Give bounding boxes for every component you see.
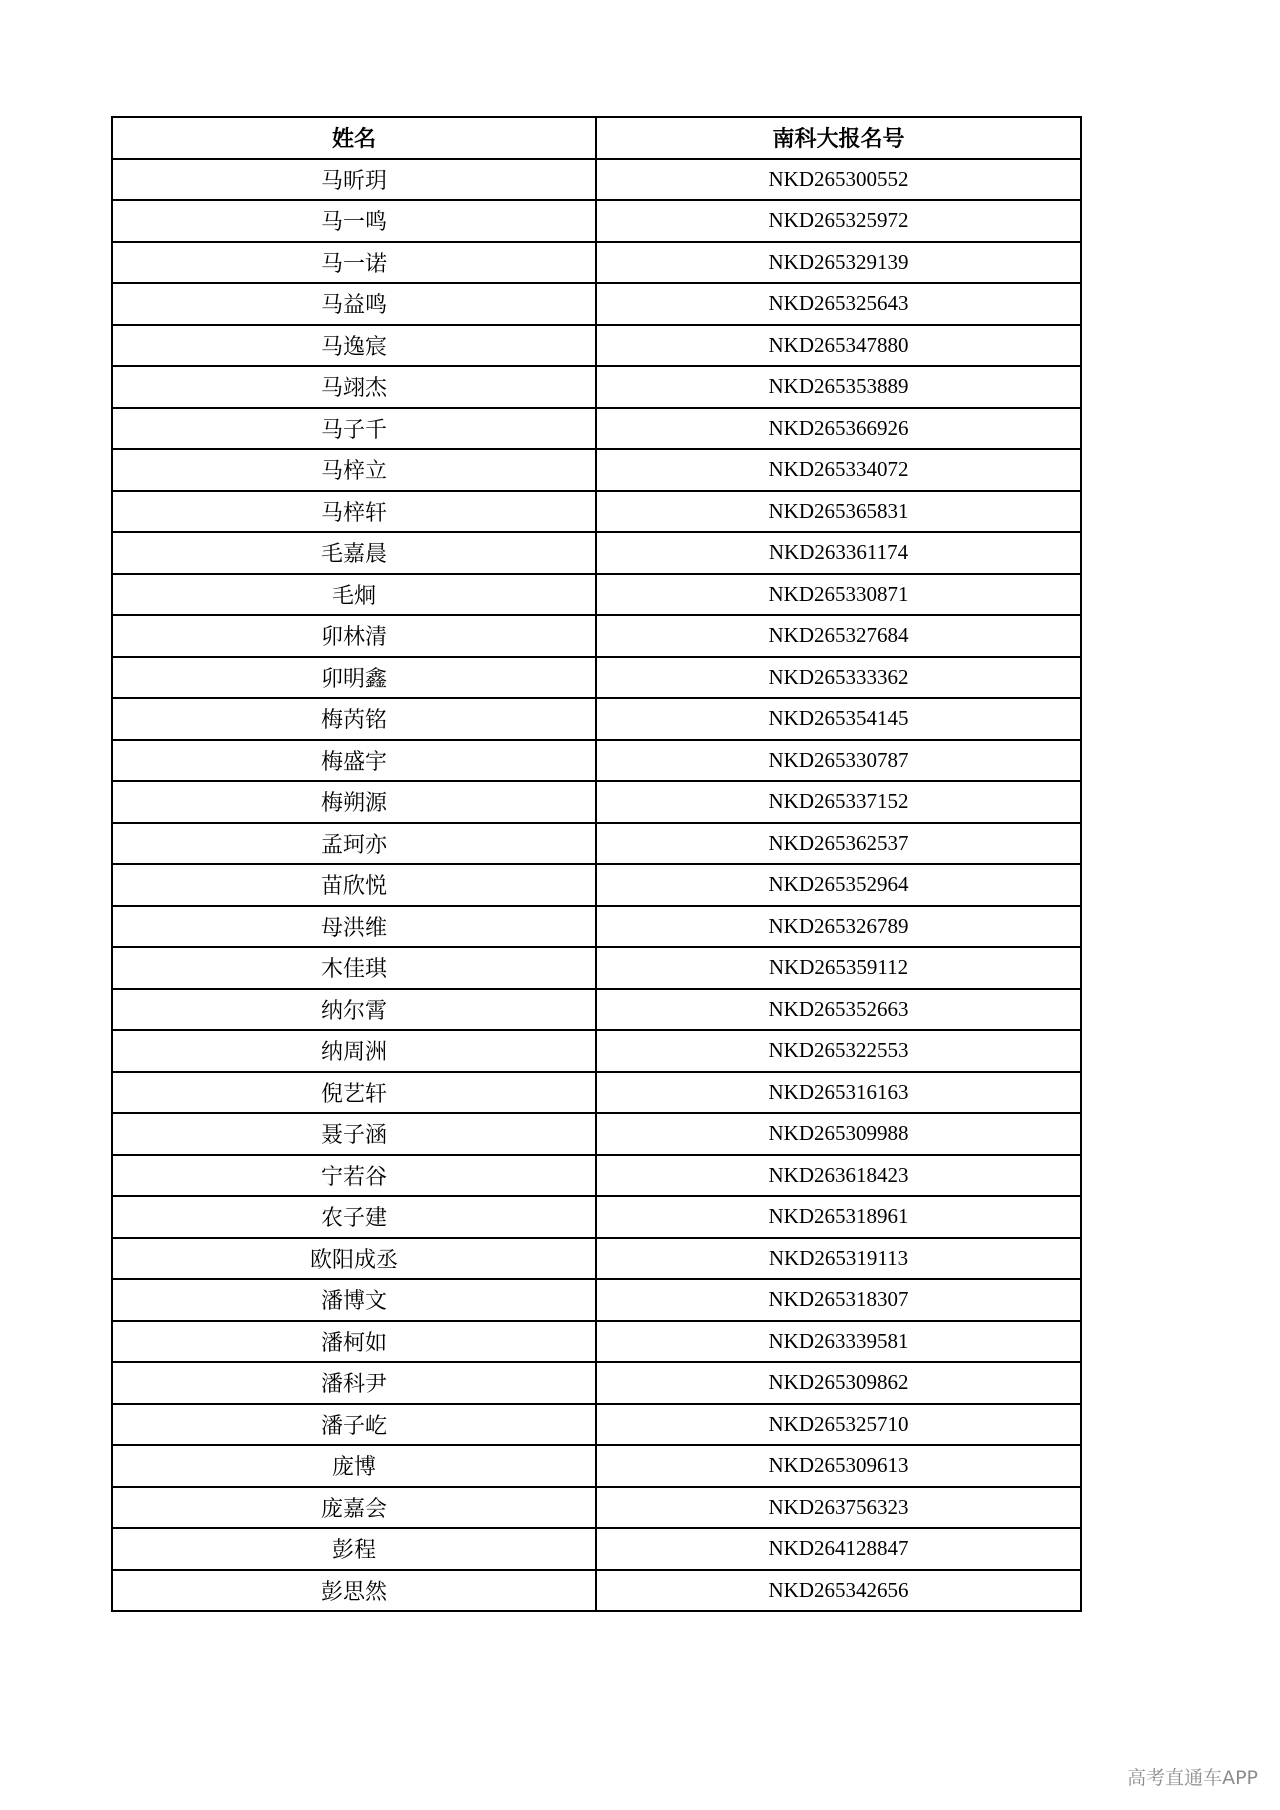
- table-row: [112, 1155, 1081, 1197]
- table-row: [112, 1362, 1081, 1404]
- registration-number-cell: NKD263361174: [596, 532, 1081, 574]
- table-row: [112, 408, 1081, 450]
- registration-number-cell: NKD263756323: [596, 1487, 1081, 1529]
- table-row: [112, 823, 1081, 865]
- header-row: [112, 117, 1081, 159]
- registration-number-cell: NKD265334072: [596, 449, 1081, 491]
- table-row: [112, 906, 1081, 948]
- registration-number-cell: NKD265330871: [596, 574, 1081, 616]
- table-row: [112, 1528, 1081, 1570]
- student-name-cell: 卯明鑫: [112, 657, 596, 699]
- registration-number-cell: NKD265322553: [596, 1030, 1081, 1072]
- table-row: [112, 947, 1081, 989]
- registration-number-cell: NKD265318307: [596, 1279, 1081, 1321]
- registration-number-cell: NKD265309988: [596, 1113, 1081, 1155]
- student-name-cell: 木佳琪: [112, 947, 596, 989]
- table-row: [112, 657, 1081, 699]
- student-name-cell: 彭思然: [112, 1570, 596, 1612]
- registration-number-cell: NKD265319113: [596, 1238, 1081, 1280]
- table-row: [112, 698, 1081, 740]
- registration-number-cell: NKD265309862: [596, 1362, 1081, 1404]
- registration-number-cell: NKD265362537: [596, 823, 1081, 865]
- student-name-cell: 马子千: [112, 408, 596, 450]
- registration-number-cell: NKD264128847: [596, 1528, 1081, 1570]
- table-header: [112, 117, 1081, 159]
- table-row: [112, 781, 1081, 823]
- student-name-cell: 纳尔霄: [112, 989, 596, 1031]
- registration-number-cell: NKD265347880: [596, 325, 1081, 367]
- registration-number-cell: NKD263618423: [596, 1155, 1081, 1197]
- student-name-cell: 彭程: [112, 1528, 596, 1570]
- student-name-cell: 梅芮铭: [112, 698, 596, 740]
- student-name-cell: 潘柯如: [112, 1321, 596, 1363]
- table-row: [112, 200, 1081, 242]
- registration-number-cell: NKD265329139: [596, 242, 1081, 284]
- student-name-cell: 马一诺: [112, 242, 596, 284]
- table-row: [112, 1487, 1081, 1529]
- registration-number-cell: NKD265318961: [596, 1196, 1081, 1238]
- table-row: [112, 325, 1081, 367]
- student-name-cell: 苗欣悦: [112, 864, 596, 906]
- student-name-cell: 欧阳成丞: [112, 1238, 596, 1280]
- student-name-cell: 农子建: [112, 1196, 596, 1238]
- table-row: [112, 1030, 1081, 1072]
- student-name-cell: 马昕玥: [112, 159, 596, 201]
- table-row: [112, 491, 1081, 533]
- student-name-cell: 纳周洲: [112, 1030, 596, 1072]
- student-name-cell: 卯林清: [112, 615, 596, 657]
- registration-number-cell: NKD263339581: [596, 1321, 1081, 1363]
- header-name: 姓名: [112, 117, 596, 159]
- registration-number-cell: NKD265342656: [596, 1570, 1081, 1612]
- student-name-cell: 母洪维: [112, 906, 596, 948]
- registration-number-cell: NKD265325972: [596, 200, 1081, 242]
- registration-number-cell: NKD265365831: [596, 491, 1081, 533]
- table-row: [112, 283, 1081, 325]
- table-row: [112, 615, 1081, 657]
- registration-number-cell: NKD265359112: [596, 947, 1081, 989]
- registration-number-cell: NKD265300552: [596, 159, 1081, 201]
- table-row: [112, 1196, 1081, 1238]
- student-name-cell: 倪艺轩: [112, 1072, 596, 1114]
- student-name-cell: 孟珂亦: [112, 823, 596, 865]
- registration-number-cell: NKD265333362: [596, 657, 1081, 699]
- student-name-cell: 马一鸣: [112, 200, 596, 242]
- student-name-cell: 潘博文: [112, 1279, 596, 1321]
- registration-number-cell: NKD265337152: [596, 781, 1081, 823]
- student-name-cell: 潘子屹: [112, 1404, 596, 1446]
- table-row: [112, 864, 1081, 906]
- registration-number-cell: NKD265316163: [596, 1072, 1081, 1114]
- table-row: [112, 366, 1081, 408]
- watermark-text: 高考直通车APP: [1127, 1767, 1258, 1789]
- student-name-cell: 梅盛宇: [112, 740, 596, 782]
- table-row: [112, 1113, 1081, 1155]
- student-name-cell: 马梓立: [112, 449, 596, 491]
- registration-number-cell: NKD265326789: [596, 906, 1081, 948]
- student-name-cell: 庞博: [112, 1445, 596, 1487]
- table-row: [112, 159, 1081, 201]
- registration-number-cell: NKD265325643: [596, 283, 1081, 325]
- student-name-cell: 马梓轩: [112, 491, 596, 533]
- table-row: [112, 989, 1081, 1031]
- table-row: [112, 1238, 1081, 1280]
- registration-number-cell: NKD265352964: [596, 864, 1081, 906]
- student-name-cell: 潘科尹: [112, 1362, 596, 1404]
- table-row: [112, 532, 1081, 574]
- student-name-cell: 聂子涵: [112, 1113, 596, 1155]
- registration-number-cell: NKD265354145: [596, 698, 1081, 740]
- registration-number-cell: NKD265353889: [596, 366, 1081, 408]
- student-name-cell: 庞嘉会: [112, 1487, 596, 1529]
- student-name-cell: 毛炯: [112, 574, 596, 616]
- table-row: [112, 1321, 1081, 1363]
- table-row: [112, 1072, 1081, 1114]
- registration-number-cell: NKD265352663: [596, 989, 1081, 1031]
- table-row: [112, 1404, 1081, 1446]
- header-registration-number: 南科大报名号: [596, 117, 1081, 159]
- student-name-cell: 梅朔源: [112, 781, 596, 823]
- table-row: [112, 1570, 1081, 1612]
- roster-table: [111, 116, 1082, 1612]
- student-name-cell: 马翊杰: [112, 366, 596, 408]
- student-name-cell: 宁若谷: [112, 1155, 596, 1197]
- registration-number-cell: NKD265327684: [596, 615, 1081, 657]
- table-row: [112, 574, 1081, 616]
- registration-number-cell: NKD265366926: [596, 408, 1081, 450]
- student-name-cell: 马益鸣: [112, 283, 596, 325]
- registration-number-cell: NKD265330787: [596, 740, 1081, 782]
- table-row: [112, 242, 1081, 284]
- table-row: [112, 740, 1081, 782]
- registration-number-cell: NKD265309613: [596, 1445, 1081, 1487]
- table-row: [112, 449, 1081, 491]
- table-row: [112, 1445, 1081, 1487]
- student-name-cell: 马逸宸: [112, 325, 596, 367]
- table-body: [112, 159, 1081, 1612]
- table-row: [112, 1279, 1081, 1321]
- student-name-cell: 毛嘉晨: [112, 532, 596, 574]
- registration-number-cell: NKD265325710: [596, 1404, 1081, 1446]
